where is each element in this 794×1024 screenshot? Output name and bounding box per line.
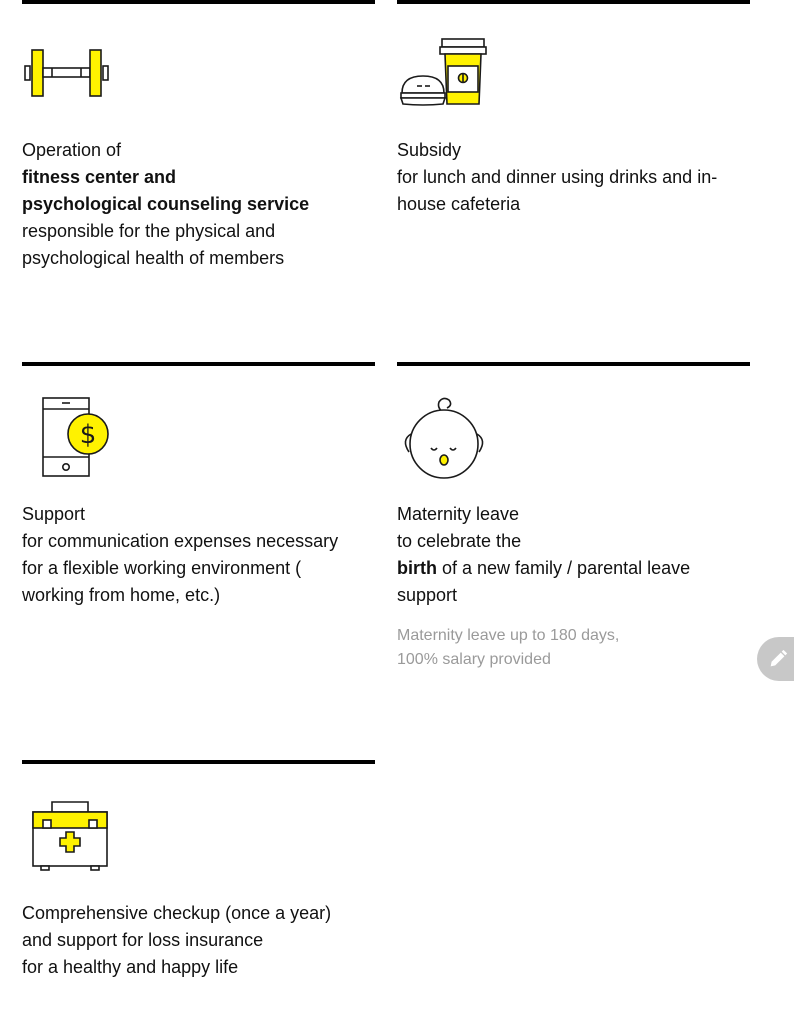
card-divider	[397, 0, 750, 4]
benefit-line: Operation of	[22, 140, 122, 160]
card-divider	[22, 362, 375, 366]
benefit-card-fitness	[22, 0, 375, 268]
benefit-line: to celebrate the	[397, 531, 522, 551]
note-line: 100% salary provided	[397, 651, 551, 668]
benefit-card-meals	[397, 0, 750, 214]
benefit-line: and support for loss insurance	[22, 930, 264, 950]
benefit-line: support	[397, 585, 458, 605]
benefit-card-communication	[22, 362, 375, 605]
card-divider	[397, 362, 750, 366]
benefit-line-bold: fitness center and	[22, 167, 177, 187]
benefit-line-bold: psychological counseling service	[22, 194, 310, 214]
benefit-line: working from home, etc.)	[22, 585, 221, 605]
edit-button[interactable]	[757, 637, 794, 681]
benefit-line: Maternity leave	[397, 504, 520, 524]
benefit-line: for lunch and dinner using drinks and in-	[397, 167, 718, 187]
svg-text:$: $	[79, 420, 97, 450]
benefit-line: psychological health of members	[22, 248, 285, 268]
benefit-line-bold: birth	[397, 558, 437, 578]
benefit-line: for a healthy and happy life	[22, 957, 239, 977]
benefit-line	[397, 555, 750, 582]
card-divider	[22, 760, 375, 764]
baby-face-icon	[397, 394, 491, 489]
pencil-icon	[767, 648, 789, 670]
benefit-line: for communication expenses necessary	[22, 531, 339, 551]
benefit-line: Comprehensive checkup (once a year)	[22, 903, 332, 923]
maternity-note	[397, 624, 619, 672]
benefit-description	[397, 137, 750, 218]
benefit-line: house cafeteria	[397, 194, 521, 214]
benefit-description	[22, 501, 375, 609]
benefit-description	[22, 137, 375, 272]
benefit-line: Support	[22, 504, 86, 524]
medical-kit-icon	[22, 798, 116, 883]
benefit-card-maternity	[397, 362, 750, 668]
benefit-description	[397, 501, 750, 609]
benefit-card-checkup	[22, 760, 375, 977]
benefit-line: responsible for the physical and	[22, 221, 276, 241]
benefit-line: Subsidy	[397, 140, 462, 160]
dumbbell-icon	[22, 44, 116, 107]
phone-dollar-icon	[22, 396, 116, 485]
coffee-burger-icon	[397, 36, 491, 113]
note-line: Maternity leave up to 180 days,	[397, 627, 620, 644]
benefit-line-rest: of a new family / parental leave	[437, 558, 691, 578]
benefit-line: for a flexible working environment (	[22, 558, 302, 578]
card-divider	[22, 0, 375, 4]
benefit-description	[22, 900, 375, 981]
